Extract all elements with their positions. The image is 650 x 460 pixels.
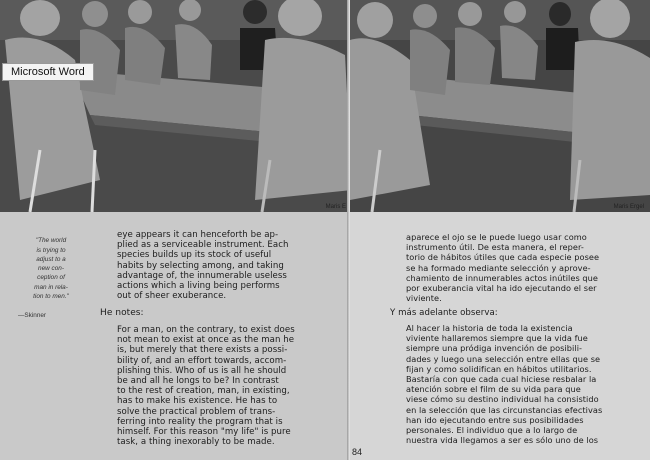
- text-line: se ha formado mediante selección y aprove-: [406, 262, 591, 273]
- text-line: to the rest of creation, man, in existing,: [117, 386, 290, 397]
- text-line: bility of, and an effort towards, accom-: [117, 355, 287, 366]
- text-line: Bastaría con que cada cual hiciese resbalar la: [406, 374, 597, 385]
- text-line: advantage of, the innumerable useless: [117, 270, 287, 281]
- pull-quote: [18, 227, 84, 329]
- text-line: atención sobre el film de su vida para que: [406, 384, 581, 395]
- text-line: chamiento de innumerables actos inútiles que: [406, 272, 599, 283]
- text-line: For a man, on the contrary, to exist does: [117, 325, 295, 335]
- quote-line: man in rela-: [34, 283, 68, 291]
- text-line: be and all he longs to be? In contrast: [117, 376, 279, 387]
- text-line: por exuberancia vital ha ido ejecutando el ser: [406, 283, 597, 294]
- pull-quote-author: —Skinner: [18, 311, 47, 319]
- text-line: viviente.: [406, 293, 442, 304]
- text-line: dades y luego una selección entre ellas que se: [406, 353, 601, 364]
- text-line: aparece el ojo se le puede luego usar como: [406, 232, 587, 242]
- photo-credit: Maris Ergel: [613, 204, 644, 210]
- right-paragraph-2: [406, 323, 646, 445]
- text-line: is, but merely that there exists a possi-: [117, 345, 288, 356]
- left-paragraph-2: [117, 325, 349, 447]
- text-line: not mean to exist at once as the man he: [117, 335, 295, 346]
- text-line: actions which a living being performs: [117, 281, 280, 292]
- quote-line: adjust to a: [36, 255, 66, 263]
- text-line: species builds up its stock of useful: [117, 250, 272, 261]
- quote-line: tion to men.": [33, 293, 69, 301]
- text-line: habits by selecting among, and taking: [117, 260, 284, 271]
- text-line: en la selección que las circunstancias efectivas: [406, 404, 603, 415]
- text-line: personales. El individuo que a lo largo de: [406, 425, 578, 436]
- text-line: torio de hábitos útiles que cada especie posee: [406, 252, 600, 263]
- text-line: fijan y como solidifican en hábitos utilitarios.: [406, 363, 592, 374]
- text-line: eye appears it can henceforth be ap-: [117, 230, 279, 240]
- left-heading: He notes:: [100, 308, 144, 318]
- text-line: has to make his existence. He has to: [117, 396, 278, 407]
- sculpture-photo-left: [0, 0, 352, 212]
- right-heading: Y más adelante observa:: [390, 308, 498, 318]
- left-paragraph-1: [117, 230, 349, 301]
- right-paragraph-1: [406, 232, 646, 303]
- text-line: han ido ejecutando entre sus posibilidades: [406, 414, 584, 425]
- quote-line: "The world: [35, 237, 67, 245]
- text-line: viviente hallaremos siempre que la vida fue: [406, 333, 588, 344]
- text-line: plied as a serviceable instrument. Each: [117, 240, 289, 251]
- text-line: viese cómo su destino individual ha consistido: [406, 394, 599, 405]
- text-line: nuestra vida llegamos a ser es sólo uno de los: [406, 435, 599, 446]
- text-line: plishing this. Who of us is all he should: [117, 365, 287, 376]
- app-window-title[interactable]: Microsoft Word: [2, 63, 94, 81]
- text-line: instrumento útil. De esta manera, el reper-: [406, 242, 584, 253]
- page-number: 84: [352, 447, 363, 457]
- photo-credit: Maris E: [325, 204, 346, 210]
- text-line: solve the practical problem of trans-: [117, 406, 276, 417]
- quote-line: ception of: [37, 274, 65, 282]
- text-line: task, a thing inexorably to be made.: [117, 437, 275, 448]
- text-line: himself. For this reason "my life" is pure: [117, 427, 291, 438]
- text-line: ferring into reality the program that is: [117, 416, 283, 427]
- text-line: out of sheer exuberance.: [117, 291, 227, 302]
- quote-line: is trying to: [36, 246, 66, 254]
- quote-line: new con-: [38, 265, 64, 273]
- pull-quote-text: [18, 236, 84, 301]
- text-line: Al hacer la historia de toda la existencia: [406, 323, 573, 333]
- sculpture-photo-right: [350, 0, 650, 212]
- text-line: siempre una pródiga invención de posibili-: [406, 343, 583, 354]
- right-page: [350, 0, 650, 460]
